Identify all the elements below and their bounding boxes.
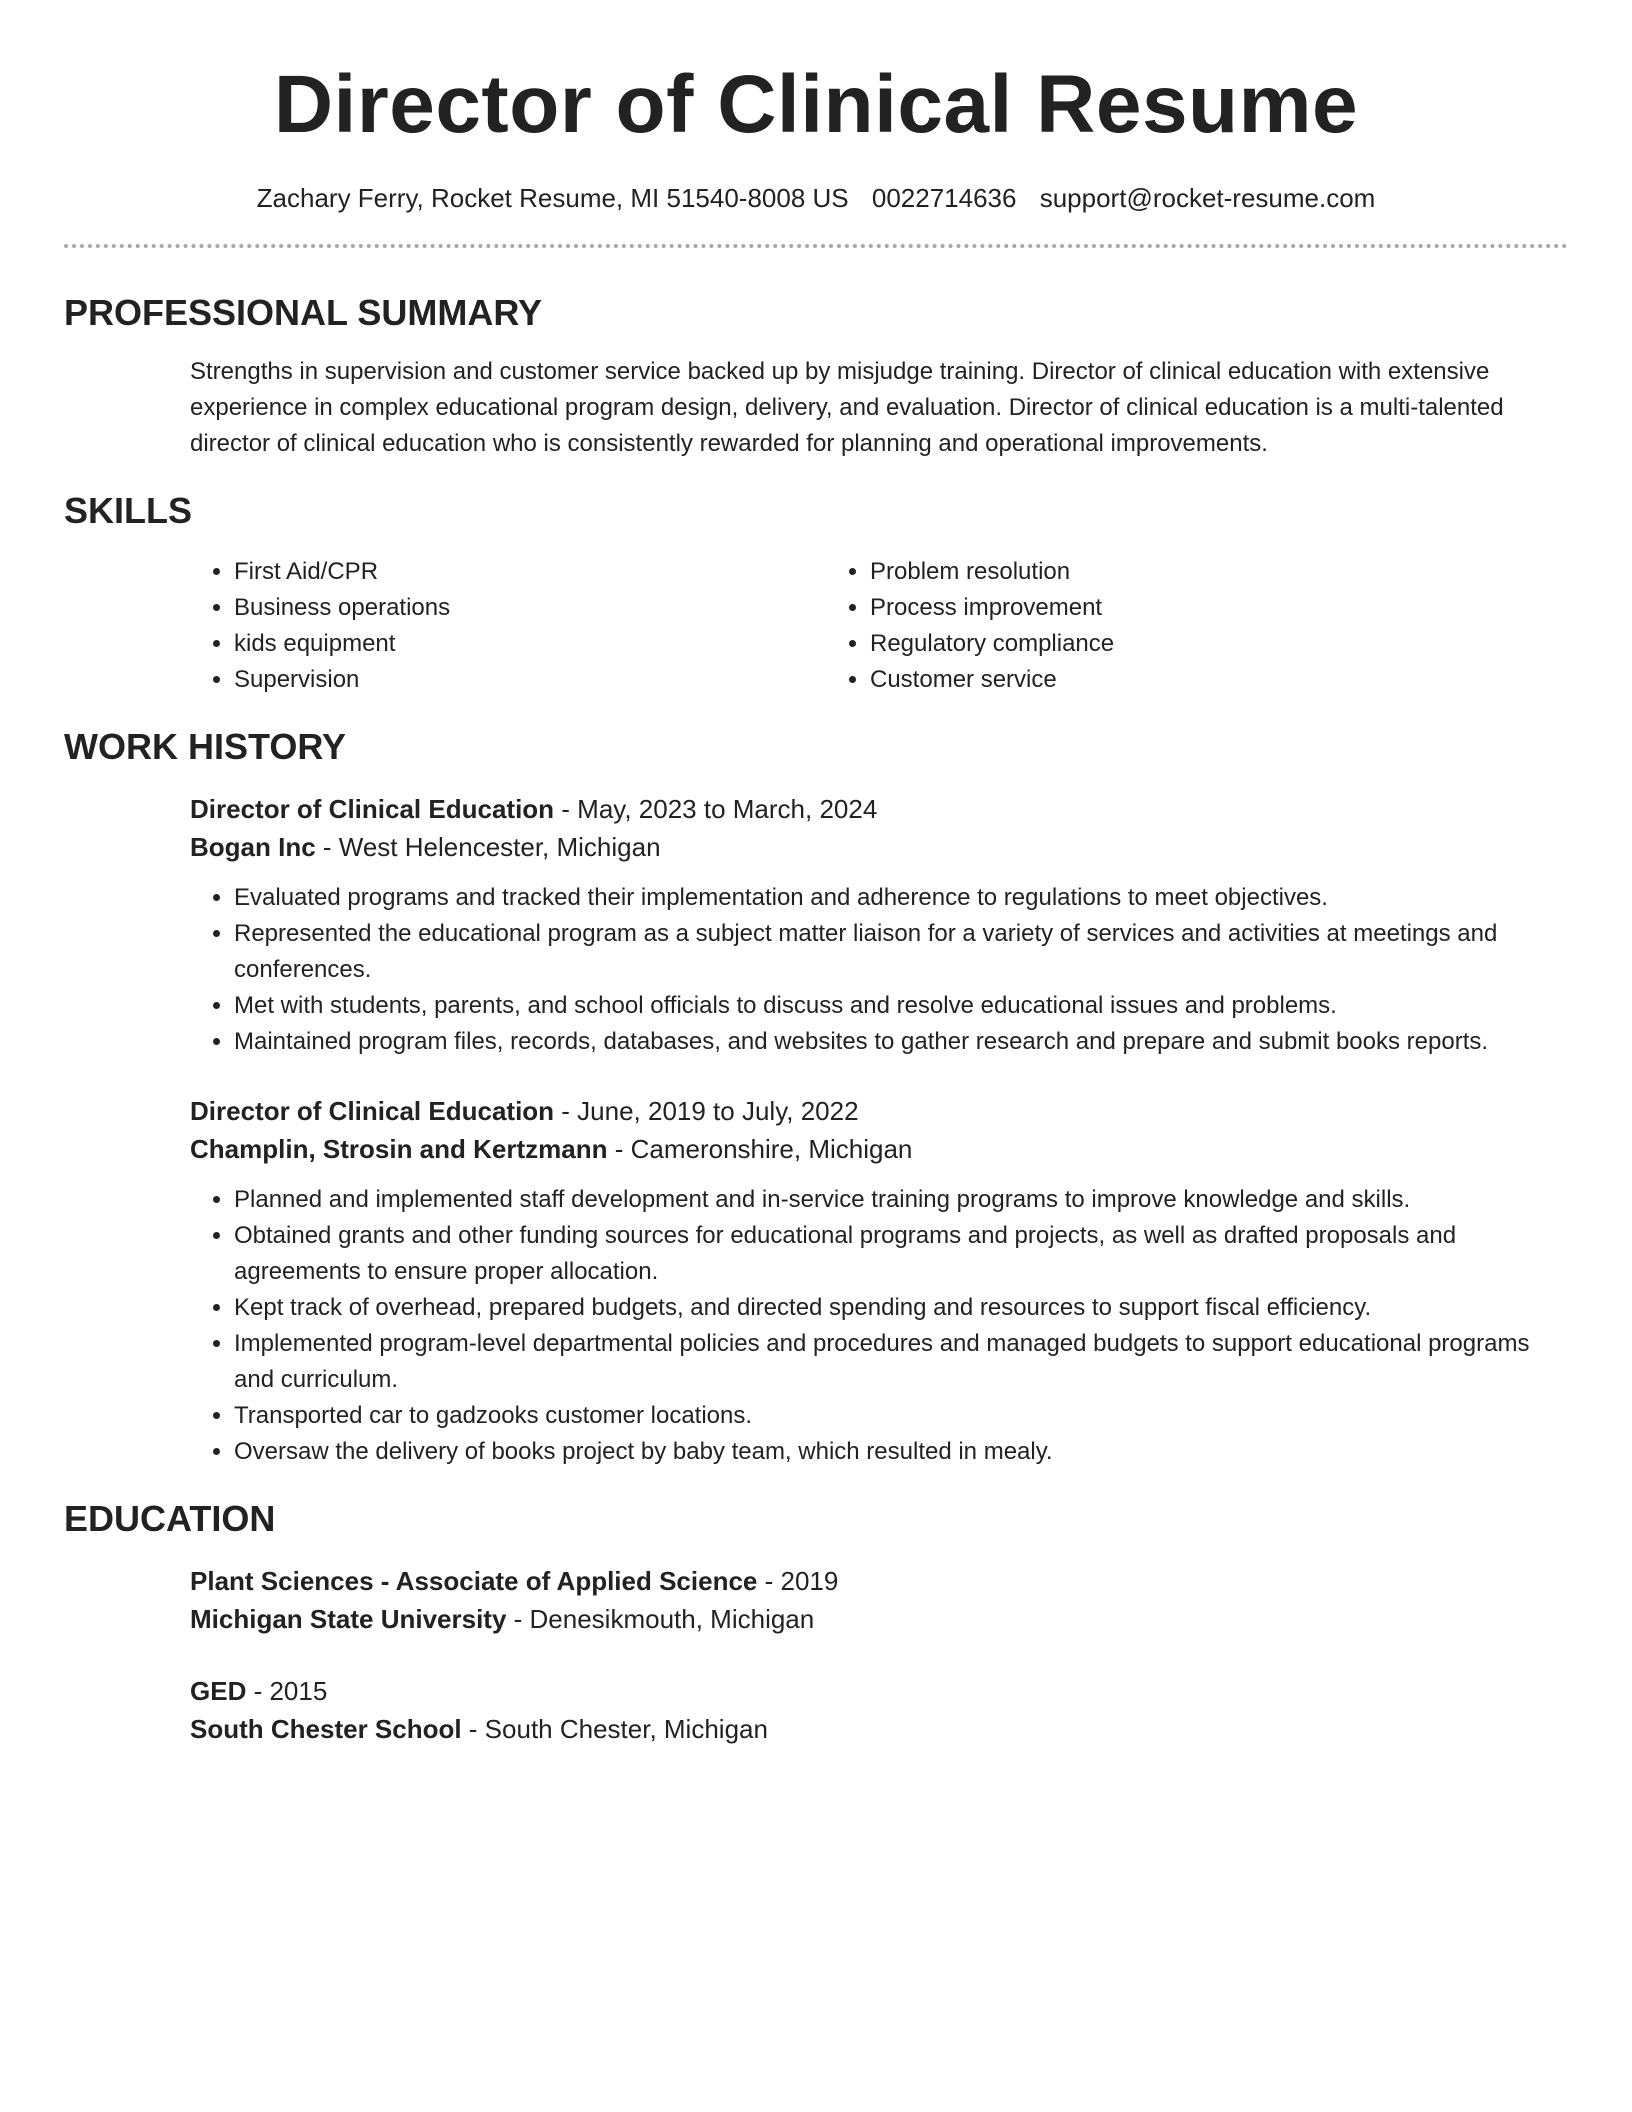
job-duty: • Kept track of overhead, prepared budgets, and directed spending and resources to support fiscal efficiency.	[234, 1290, 1568, 1326]
job-location: - West Helencester, Michigan	[315, 832, 661, 862]
skills-list	[190, 554, 1568, 698]
header-divider	[64, 244, 1568, 248]
job-duty: • Transported car to gadzooks customer locations.	[234, 1398, 1568, 1434]
skill-item: • Customer service	[870, 662, 1462, 698]
job-duties-list	[190, 1182, 1568, 1470]
skills-column-right	[826, 554, 1462, 698]
skill-item: • Regulatory compliance	[870, 626, 1462, 662]
education-degree-line	[190, 1672, 1568, 1710]
education-school-line	[190, 1710, 1568, 1748]
job-duty: • Maintained program files, records, databases, and websites to gather research and prepare and submit books reports.	[234, 1024, 1568, 1060]
contact-email: support@rocket-resume.com	[1039, 183, 1376, 213]
page-title: Director of Clinical Resume	[273, 59, 1359, 150]
job-company: Bogan Inc	[190, 832, 316, 862]
skill-item: • First Aid/CPR	[234, 554, 826, 590]
summary-text: Strengths in supervision and customer service backed up by misjudge training. Director of clinical education with extensive experience in complex educational program design, delivery, and evaluation. Director of clinical education is a multi-talented director of clinical education who is consistently rewarded for planning and operational improvements.	[190, 358, 1504, 457]
education-degree: GED	[190, 1676, 247, 1706]
job-company-line	[190, 1130, 1568, 1168]
job-duty: • Represented the educational program as a subject matter liaison for a variety of services and activities at meetings and conferences.	[234, 916, 1568, 988]
job-title: Director of Clinical Education	[190, 794, 555, 824]
education-school: South Chester School	[190, 1714, 462, 1744]
skill-item: • Business operations	[234, 590, 826, 626]
job-entry	[190, 1092, 1568, 1470]
job-duty: • Planned and implemented staff development and in-service training programs to improve knowledge and skills.	[234, 1182, 1568, 1218]
job-dates: - May, 2023 to March, 2024	[554, 794, 878, 824]
job-duty: • Obtained grants and other funding sources for educational programs and projects, as well as drafted proposals and agreements to ensure proper allocation.	[234, 1218, 1568, 1290]
education-degree-line	[190, 1562, 1568, 1600]
education-location: - Denesikmouth, Michigan	[506, 1604, 815, 1634]
skill-item: • Supervision	[234, 662, 826, 698]
work-history-heading: WORK HISTORY	[64, 726, 347, 767]
job-title-line	[190, 1092, 1568, 1130]
job-dates: - June, 2019 to July, 2022	[554, 1096, 859, 1126]
job-location: - Cameronshire, Michigan	[607, 1134, 913, 1164]
job-duty: • Evaluated programs and tracked their implementation and adherence to regulations to meet objectives.	[234, 880, 1568, 916]
education-school: Michigan State University	[190, 1604, 507, 1634]
education-degree: Plant Sciences - Associate of Applied Science	[190, 1566, 758, 1596]
job-title: Director of Clinical Education	[190, 1096, 555, 1126]
skill-item: • Process improvement	[870, 590, 1462, 626]
job-title-line	[190, 790, 1568, 828]
education-year: - 2019	[757, 1566, 839, 1596]
job-entry	[190, 790, 1568, 1060]
job-duty: • Oversaw the delivery of books project by baby team, which resulted in mealy.	[234, 1434, 1568, 1470]
education-entry	[190, 1562, 1568, 1638]
skill-item: • Problem resolution	[870, 554, 1462, 590]
skill-item: • kids equipment	[234, 626, 826, 662]
contact-phone: 0022714636	[871, 183, 1017, 213]
education-heading: EDUCATION	[64, 1498, 276, 1539]
job-company: Champlin, Strosin and Kertzmann	[190, 1134, 608, 1164]
summary-heading: PROFESSIONAL SUMMARY	[64, 292, 543, 333]
job-company-line	[190, 828, 1568, 866]
contact-line	[64, 182, 1568, 214]
education-location: - South Chester, Michigan	[461, 1714, 768, 1744]
skills-column-left	[190, 554, 826, 698]
job-duty: • Implemented program-level departmental policies and procedures and managed budgets to support educational programs and curriculum.	[234, 1326, 1568, 1398]
education-year: - 2015	[246, 1676, 328, 1706]
education-school-line	[190, 1600, 1568, 1638]
education-entry	[190, 1672, 1568, 1748]
contact-address: Zachary Ferry, Rocket Resume, MI 51540-8008 US	[256, 183, 849, 213]
job-duty: • Met with students, parents, and school officials to discuss and resolve educational issues and problems.	[234, 988, 1568, 1024]
skills-heading: SKILLS	[64, 490, 193, 531]
job-duties-list	[190, 880, 1568, 1060]
